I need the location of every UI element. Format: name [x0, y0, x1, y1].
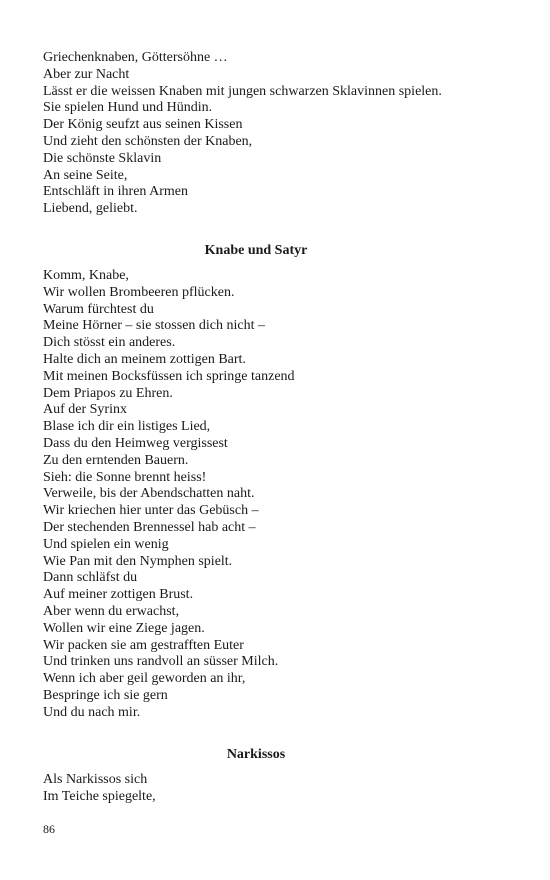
poem-line: Mit meinen Bocksfüssen ich springe tanzend	[43, 368, 295, 384]
poem-line: Im Teiche spiegelte,	[43, 788, 156, 804]
poem-line: Der König seufzt aus seinen Kissen	[43, 117, 243, 133]
poem-line: Und zieht den schönsten der Knaben,	[43, 133, 253, 149]
poem-continuation	[43, 50, 442, 218]
poem-line: Auf meiner zottigen Brust.	[43, 587, 194, 603]
poem-line: Und trinken uns randvoll an süsser Milch.	[43, 654, 279, 670]
poem-line: Meine Hörner – sie stossen dich nicht –	[43, 318, 266, 334]
poem-line: Liebend, geliebt.	[43, 201, 138, 217]
poem-line: Warum fürchtest du	[43, 301, 154, 317]
poem-line: Blase ich dir ein listiges Lied,	[43, 419, 211, 435]
poem-line: Entschläft in ihren Armen	[43, 184, 189, 200]
poem-line: Griechenknaben, Göttersöhne …	[43, 50, 228, 65]
poem-line: Wir packen sie am gestrafften Euter	[43, 637, 244, 653]
poem-title-knabe-und-satyr: Knabe und Satyr	[204, 243, 308, 258]
poem-line: Wir wollen Brombeeren pflücken.	[43, 284, 235, 300]
poem-line: Als Narkissos sich	[43, 772, 148, 787]
poem-line: Und du nach mir.	[43, 704, 141, 720]
poem-line: Wie Pan mit den Nymphen spielt.	[43, 553, 233, 569]
poem-line: Auf der Syrinx	[43, 402, 127, 418]
poem-line: Aber zur Nacht	[43, 66, 130, 82]
poem-line: Dass du den Heimweg vergissest	[43, 435, 228, 451]
poem-line: Wenn ich aber geil geworden an ihr,	[43, 671, 246, 687]
poem-line: Dem Priapos zu Ehren.	[43, 385, 173, 401]
poem-title-narkissos: Narkissos	[226, 747, 286, 762]
page-number: 86	[43, 822, 55, 836]
poem-line: Aber wenn du erwachst,	[43, 603, 180, 619]
poem-line: Zu den erntenden Bauern.	[43, 452, 189, 468]
poem-line: An seine Seite,	[43, 167, 128, 183]
poem-body-knabe-und-satyr	[43, 268, 295, 722]
poem-line: Sie spielen Hund und Hündin.	[43, 100, 213, 116]
poem-line: Der stechenden Brennessel hab acht –	[43, 519, 256, 535]
poem-line: Wollen wir eine Ziege jagen.	[43, 620, 205, 636]
poem-line: Lässt er die weissen Knaben mit jungen schwarzen Sklavinnen spielen.	[43, 83, 442, 99]
poem-line: Verweile, bis der Abendschatten naht.	[43, 486, 255, 502]
poem-line: Bespringe ich sie gern	[43, 687, 168, 703]
poem-line: Sieh: die Sonne brennt heiss!	[43, 469, 207, 485]
poem-line: Dich stösst ein anderes.	[43, 335, 176, 351]
poem-line: Dann schläfst du	[43, 570, 138, 586]
poem-body-narkissos	[43, 772, 156, 806]
poem-line: Die schönste Sklavin	[43, 150, 162, 166]
poem-line: Halte dich an meinem zottigen Bart.	[43, 351, 246, 367]
poem-line: Und spielen ein wenig	[43, 536, 169, 552]
poem-line: Komm, Knabe,	[43, 268, 129, 283]
poem-line: Wir kriechen hier unter das Gebüsch –	[43, 503, 259, 519]
